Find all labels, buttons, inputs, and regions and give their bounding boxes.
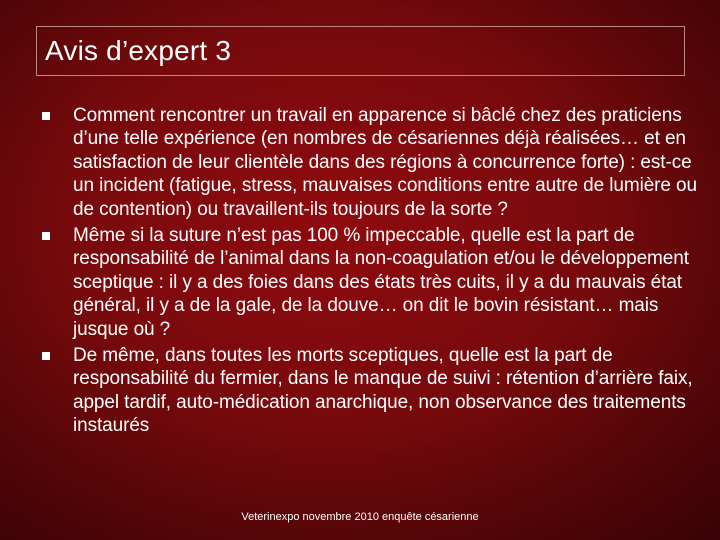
- bullet-item: [42, 344, 702, 438]
- square-bullet-icon: [42, 232, 50, 240]
- bullet-item: [42, 104, 702, 221]
- square-bullet-icon: [42, 352, 50, 360]
- slide-title: Avis d’expert 3: [45, 35, 232, 66]
- bullet-text: Comment rencontrer un travail en apparence si bâclé chez des praticiens d’une telle expérience (en nombres de césariennes déjà réalisées… et en satisfaction de leur clientèle dans des régions à concurrence forte) : est-ce un incident (fatigue, stress, mauvaises conditions entre autre de lumière ou de contention) ou travaillent-ils toujours de la sorte ?: [73, 105, 697, 220]
- bullet-text: Même si la suture n’est pas 100 % impeccable, quelle est la part de responsabilité de l’animal dans la non-coagulation et/ou le développement sceptique : il y a des foies dans des états très cuits, il y a du mauvais état général, il y a de la gale, de la douve… on dit le bovin résistant… mais jusque où ?: [73, 225, 689, 340]
- square-bullet-icon: [42, 112, 50, 120]
- slide-footer: Veterinexpo novembre 2010 enquête césarienne: [241, 511, 479, 523]
- title-box: [36, 26, 685, 76]
- bullet-list: [42, 104, 702, 441]
- bullet-text: De même, dans toutes les morts sceptiques, quelle est la part de responsabilité du fermier, dans le manque de suivi : rétention d’arrière faix, appel tardif, auto-médication anarchique, non observance des traitements instaurés: [73, 345, 693, 437]
- bullet-item: [42, 224, 702, 341]
